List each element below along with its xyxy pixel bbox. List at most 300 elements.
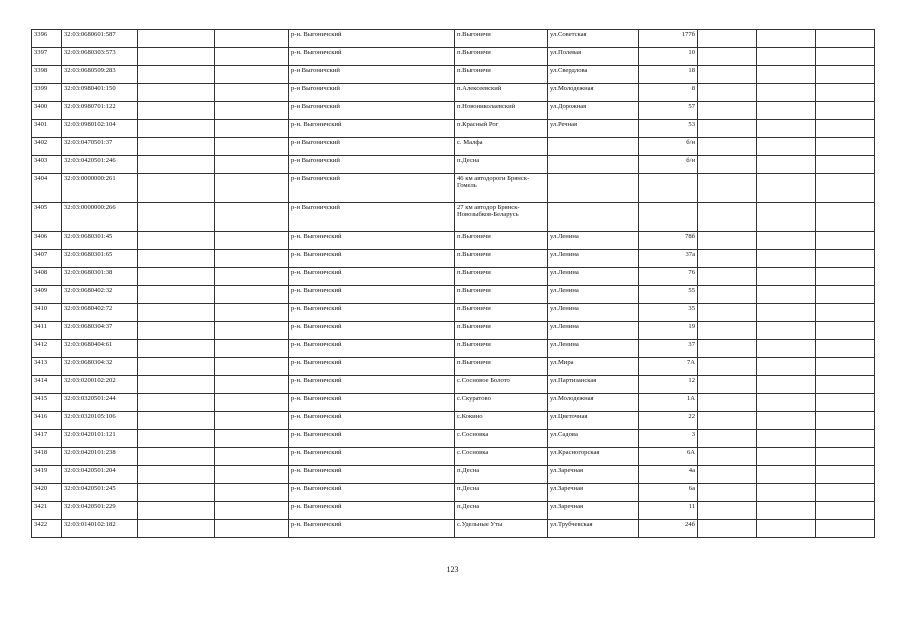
cell-district: р-н. Выгоничский <box>289 376 455 394</box>
cell-empty <box>698 358 757 376</box>
cell-empty <box>816 394 875 412</box>
cell-empty <box>757 174 816 203</box>
cell-empty <box>698 322 757 340</box>
cell-empty <box>757 232 816 250</box>
table-row <box>32 484 875 502</box>
cell-num: 3407 <box>32 250 62 268</box>
cell-num: 3413 <box>32 358 62 376</box>
table-row <box>32 304 875 322</box>
cell-district: р-н. Выгоничский <box>289 340 455 358</box>
cell-empty <box>138 250 215 268</box>
cell-district: р-н. Выгоничский <box>289 30 455 48</box>
table-row <box>32 138 875 156</box>
cell-num: 3416 <box>32 412 62 430</box>
cell-empty <box>816 203 875 232</box>
cell-empty <box>757 520 816 538</box>
cell-cadastral: 32:03:0680402:32 <box>62 286 138 304</box>
cell-district: р-н Выгоничский <box>289 66 455 84</box>
cell-empty <box>757 286 816 304</box>
cell-num: 3415 <box>32 394 62 412</box>
page-number: 123 <box>446 565 459 574</box>
cell-empty <box>698 174 757 203</box>
cell-empty <box>698 156 757 174</box>
cell-empty <box>138 138 215 156</box>
cell-empty <box>757 48 816 66</box>
cell-empty <box>215 322 289 340</box>
cell-cadastral: 32:03:0680304:37 <box>62 322 138 340</box>
cell-settlement: п.Алексеевский <box>455 84 548 102</box>
cell-cadastral: 32:03:0980401:150 <box>62 84 138 102</box>
cell-num: 3404 <box>32 174 62 203</box>
cell-num: 3397 <box>32 48 62 66</box>
cell-num: 3410 <box>32 304 62 322</box>
cell-empty <box>138 102 215 120</box>
cell-empty <box>816 466 875 484</box>
cell-street: ул.Речная <box>548 120 639 138</box>
cell-settlement: п.Выгоничи <box>455 66 548 84</box>
cell-district: р-н. Выгоничский <box>289 232 455 250</box>
cell-cadastral: 32:03:0980701:122 <box>62 102 138 120</box>
cell-num: 3414 <box>32 376 62 394</box>
cell-empty <box>816 430 875 448</box>
cell-num: 3419 <box>32 466 62 484</box>
cell-district: р-н. Выгоничский <box>289 304 455 322</box>
table-row <box>32 412 875 430</box>
cell-empty <box>138 412 215 430</box>
cell-cadastral: 32:03:0680404:61 <box>62 340 138 358</box>
cell-empty <box>138 48 215 66</box>
cell-cadastral: 32:03:0680304:32 <box>62 358 138 376</box>
cell-empty <box>816 120 875 138</box>
cell-empty <box>215 502 289 520</box>
cell-empty <box>138 203 215 232</box>
cell-house: 4а <box>639 466 698 484</box>
table-row <box>32 66 875 84</box>
cell-district: р-н Выгоничский <box>289 138 455 156</box>
cell-house: 7А <box>639 358 698 376</box>
cell-num: 3405 <box>32 203 62 232</box>
cell-empty <box>816 502 875 520</box>
table-row <box>32 448 875 466</box>
cell-empty <box>816 322 875 340</box>
cell-empty <box>816 484 875 502</box>
cell-district: р-н. Выгоничский <box>289 250 455 268</box>
cell-empty <box>138 484 215 502</box>
cell-empty <box>138 376 215 394</box>
cell-settlement: п.Выгоничи <box>455 30 548 48</box>
cell-empty <box>816 102 875 120</box>
cell-empty <box>215 203 289 232</box>
cell-empty <box>215 448 289 466</box>
table-row <box>32 268 875 286</box>
cell-cadastral: 32:03:0470501:37 <box>62 138 138 156</box>
cell-empty <box>757 484 816 502</box>
cell-cadastral: 32:03:0680303:573 <box>62 48 138 66</box>
cell-empty <box>757 466 816 484</box>
cell-empty <box>757 156 816 174</box>
cell-house: 24б <box>639 520 698 538</box>
cell-house: 78б <box>639 232 698 250</box>
cell-empty <box>215 30 289 48</box>
cell-settlement: с.Кокино <box>455 412 548 430</box>
cell-cadastral: 32:03:0420501:246 <box>62 156 138 174</box>
cell-cadastral: 32:03:0680509:283 <box>62 66 138 84</box>
cell-empty <box>215 286 289 304</box>
cell-district: р-н. Выгоничский <box>289 448 455 466</box>
cell-empty <box>215 358 289 376</box>
cell-empty <box>138 268 215 286</box>
cell-num: 3412 <box>32 340 62 358</box>
cell-empty <box>698 304 757 322</box>
cell-empty <box>215 430 289 448</box>
cell-empty <box>698 120 757 138</box>
cell-cadastral: 32:03:0680301:38 <box>62 268 138 286</box>
cell-empty <box>698 340 757 358</box>
table-row <box>32 203 875 232</box>
cell-empty <box>215 120 289 138</box>
table-row <box>32 286 875 304</box>
cell-house: 37 <box>639 340 698 358</box>
cell-street: ул.Красногорская <box>548 448 639 466</box>
cell-house: б/н <box>639 156 698 174</box>
cell-district: р-н. Выгоничский <box>289 120 455 138</box>
cell-empty <box>816 340 875 358</box>
cell-empty <box>138 448 215 466</box>
cell-house: 22 <box>639 412 698 430</box>
table-row <box>32 250 875 268</box>
cell-house: 35 <box>639 304 698 322</box>
cell-empty <box>816 304 875 322</box>
cell-street: ул.Заречная <box>548 466 639 484</box>
cell-empty <box>757 120 816 138</box>
cell-empty <box>215 340 289 358</box>
cell-cadastral: 32:03:0200102:202 <box>62 376 138 394</box>
cell-empty <box>138 358 215 376</box>
cell-empty <box>757 502 816 520</box>
cell-settlement: п.Десна <box>455 466 548 484</box>
cell-empty <box>138 156 215 174</box>
cell-empty <box>757 322 816 340</box>
cell-num: 3411 <box>32 322 62 340</box>
cell-district: р-н Выгоничский <box>289 174 455 203</box>
cell-empty <box>816 84 875 102</box>
cell-cadastral: 32:03:0320501:244 <box>62 394 138 412</box>
cell-street: ул.Ленина <box>548 340 639 358</box>
cell-district: р-н. Выгоничский <box>289 484 455 502</box>
cell-settlement: п.Выгоничи <box>455 304 548 322</box>
table-row <box>32 394 875 412</box>
cell-settlement: с.Сосновка <box>455 430 548 448</box>
cell-empty <box>698 268 757 286</box>
cell-num: 3417 <box>32 430 62 448</box>
cell-empty <box>757 394 816 412</box>
cell-cadastral: 32:03:0680301:45 <box>62 232 138 250</box>
cell-house: 19 <box>639 322 698 340</box>
table-row <box>32 30 875 48</box>
table-row <box>32 156 875 174</box>
cell-street: ул.Мира <box>548 358 639 376</box>
cell-empty <box>816 358 875 376</box>
cell-street: ул.Полевая <box>548 48 639 66</box>
cell-empty <box>215 48 289 66</box>
cell-street <box>548 138 639 156</box>
cell-empty <box>757 340 816 358</box>
cell-num: 3422 <box>32 520 62 538</box>
cell-settlement: п.Десна <box>455 502 548 520</box>
cell-empty <box>816 268 875 286</box>
cell-empty <box>816 520 875 538</box>
cell-house: 3 <box>639 430 698 448</box>
table-row <box>32 466 875 484</box>
cell-settlement: п.Выгоничи <box>455 232 548 250</box>
cell-settlement: п.Выгоничи <box>455 286 548 304</box>
cell-empty <box>138 502 215 520</box>
cell-empty <box>215 232 289 250</box>
cell-house: 55 <box>639 286 698 304</box>
cell-empty <box>215 394 289 412</box>
cell-empty <box>757 102 816 120</box>
cell-street: ул.Молодежная <box>548 394 639 412</box>
cell-street: ул.Советская <box>548 30 639 48</box>
cell-empty <box>215 84 289 102</box>
cell-empty <box>138 286 215 304</box>
cell-empty <box>757 84 816 102</box>
cell-settlement: с. Малфа <box>455 138 548 156</box>
cell-street <box>548 156 639 174</box>
cell-empty <box>698 250 757 268</box>
cell-settlement: п.Выгоничи <box>455 340 548 358</box>
cell-empty <box>757 448 816 466</box>
cell-house: 6А <box>639 448 698 466</box>
cell-num: 3408 <box>32 268 62 286</box>
cell-num: 3403 <box>32 156 62 174</box>
table-row <box>32 84 875 102</box>
cell-house: 76 <box>639 268 698 286</box>
cell-street: ул.Заречная <box>548 484 639 502</box>
cell-district: р-н. Выгоничский <box>289 466 455 484</box>
cell-district: р-н. Выгоничский <box>289 502 455 520</box>
cell-district: р-н. Выгоничский <box>289 268 455 286</box>
cell-empty <box>757 250 816 268</box>
cell-empty <box>138 30 215 48</box>
cell-street: ул.Садова <box>548 430 639 448</box>
cell-num: 3420 <box>32 484 62 502</box>
cell-cadastral: 32:03:0680301:65 <box>62 250 138 268</box>
cell-empty <box>698 430 757 448</box>
cell-empty <box>215 66 289 84</box>
cell-street: ул.Ленина <box>548 232 639 250</box>
cell-district: р-н. Выгоничский <box>289 286 455 304</box>
cell-empty <box>698 412 757 430</box>
cell-empty <box>757 30 816 48</box>
cell-empty <box>816 48 875 66</box>
cell-settlement: п.Красный Рог <box>455 120 548 138</box>
cell-street: ул.Свердлова <box>548 66 639 84</box>
cell-settlement: п.Выгоничи <box>455 48 548 66</box>
cell-district: р-н Выгоничский <box>289 156 455 174</box>
cell-num: 3406 <box>32 232 62 250</box>
cell-empty <box>757 358 816 376</box>
cell-settlement: п.Выгоничи <box>455 268 548 286</box>
cell-empty <box>138 340 215 358</box>
cell-empty <box>816 156 875 174</box>
cell-house: 8 <box>639 84 698 102</box>
table-row <box>32 502 875 520</box>
cell-street <box>548 203 639 232</box>
cell-house: 37а <box>639 250 698 268</box>
table-row <box>32 120 875 138</box>
cell-empty <box>816 448 875 466</box>
cell-house: 1А <box>639 394 698 412</box>
cell-cadastral: 32:03:0320105:106 <box>62 412 138 430</box>
cell-settlement: с.Сосновое Болото <box>455 376 548 394</box>
cell-empty <box>138 430 215 448</box>
cell-empty <box>698 203 757 232</box>
cell-district: р-н. Выгоничский <box>289 48 455 66</box>
cell-empty <box>816 174 875 203</box>
cell-cadastral: 32:03:0680601:587 <box>62 30 138 48</box>
cell-cadastral: 32:03:0680402:72 <box>62 304 138 322</box>
cell-empty <box>138 120 215 138</box>
table-row <box>32 430 875 448</box>
cell-house: 18 <box>639 66 698 84</box>
cell-settlement: с.Сосновка <box>455 448 548 466</box>
cell-empty <box>215 156 289 174</box>
cell-empty <box>698 394 757 412</box>
cell-num: 3409 <box>32 286 62 304</box>
cell-empty <box>698 448 757 466</box>
cell-empty <box>698 30 757 48</box>
cell-empty <box>138 174 215 203</box>
cell-street: ул.Ленина <box>548 304 639 322</box>
table-row <box>32 358 875 376</box>
cell-empty <box>698 286 757 304</box>
table-row <box>32 376 875 394</box>
cell-empty <box>215 412 289 430</box>
cell-empty <box>757 138 816 156</box>
cell-settlement: п.Выгоничи <box>455 358 548 376</box>
cell-district: р-н. Выгоничский <box>289 430 455 448</box>
cell-empty <box>757 430 816 448</box>
cell-empty <box>138 322 215 340</box>
cell-empty <box>215 520 289 538</box>
cell-empty <box>757 376 816 394</box>
cell-district: р-н. Выгоничский <box>289 358 455 376</box>
cell-num: 3402 <box>32 138 62 156</box>
cell-house: б/н <box>639 138 698 156</box>
cell-district: р-н Выгоничский <box>289 84 455 102</box>
cell-empty <box>698 138 757 156</box>
cell-street <box>548 174 639 203</box>
cell-empty <box>698 502 757 520</box>
cell-settlement: 27 км автодор Брянск-Новозыбков-Беларусь <box>455 203 548 232</box>
cell-street: ул.Ленина <box>548 268 639 286</box>
cell-settlement: с.Удельные Уты <box>455 520 548 538</box>
cell-empty <box>138 232 215 250</box>
cell-empty <box>215 484 289 502</box>
cell-house: 10 <box>639 48 698 66</box>
cell-empty <box>698 466 757 484</box>
cell-empty <box>215 102 289 120</box>
cell-empty <box>698 484 757 502</box>
cell-district: р-н. Выгоничский <box>289 520 455 538</box>
cell-empty <box>215 376 289 394</box>
cell-empty <box>215 174 289 203</box>
cell-house: 11 <box>639 502 698 520</box>
cell-street: ул.Заречная <box>548 502 639 520</box>
cell-street: ул.Трубчевская <box>548 520 639 538</box>
cell-cadastral: 32:03:0420501:229 <box>62 502 138 520</box>
cell-empty <box>757 203 816 232</box>
cell-settlement: с.Скуратово <box>455 394 548 412</box>
cell-cadastral: 32:03:0000000:261 <box>62 174 138 203</box>
cell-cadastral: 32:03:0140102:182 <box>62 520 138 538</box>
cell-empty <box>698 232 757 250</box>
cell-street: ул.Цветочная <box>548 412 639 430</box>
cell-empty <box>698 84 757 102</box>
cell-empty <box>698 520 757 538</box>
cell-empty <box>757 66 816 84</box>
cell-cadastral: 32:03:0420501:245 <box>62 484 138 502</box>
cell-cadastral: 32:03:0980102:104 <box>62 120 138 138</box>
table-row <box>32 174 875 203</box>
table-row <box>32 520 875 538</box>
cell-empty <box>757 304 816 322</box>
table-row <box>32 322 875 340</box>
property-registry-table <box>31 29 875 538</box>
cell-street: ул.Ленина <box>548 322 639 340</box>
cell-empty <box>698 66 757 84</box>
cell-district: р-н Выгоничский <box>289 102 455 120</box>
cell-empty <box>138 520 215 538</box>
cell-street: ул.Ленина <box>548 250 639 268</box>
cell-empty <box>138 66 215 84</box>
cell-cadastral: 32:03:0420501:204 <box>62 466 138 484</box>
cell-street: ул.Дорожная <box>548 102 639 120</box>
cell-num: 3399 <box>32 84 62 102</box>
cell-empty <box>138 84 215 102</box>
cell-cadastral: 32:03:0420101:238 <box>62 448 138 466</box>
cell-settlement: п.Десна <box>455 156 548 174</box>
cell-settlement: 46 км автодороги Брянск-Гомель <box>455 174 548 203</box>
table-row <box>32 232 875 250</box>
cell-empty <box>215 268 289 286</box>
cell-num: 3398 <box>32 66 62 84</box>
cell-house: 53 <box>639 120 698 138</box>
cell-settlement: п.Десна <box>455 484 548 502</box>
cell-house <box>639 203 698 232</box>
cell-house: 57 <box>639 102 698 120</box>
cell-house: 6а <box>639 484 698 502</box>
cell-street: ул.Молодежная <box>548 84 639 102</box>
cell-empty <box>215 466 289 484</box>
cell-street: ул.Ленина <box>548 286 639 304</box>
cell-empty <box>698 48 757 66</box>
cell-empty <box>138 394 215 412</box>
cell-empty <box>757 268 816 286</box>
cell-district: р-н. Выгоничский <box>289 412 455 430</box>
cell-num: 3421 <box>32 502 62 520</box>
cell-num: 3401 <box>32 120 62 138</box>
cell-district: р-н. Выгоничский <box>289 322 455 340</box>
table-row <box>32 48 875 66</box>
cell-empty <box>816 138 875 156</box>
cell-empty <box>816 30 875 48</box>
cell-empty <box>138 466 215 484</box>
cell-empty <box>698 102 757 120</box>
cell-settlement: п.Выгоничи <box>455 322 548 340</box>
cell-empty <box>816 412 875 430</box>
